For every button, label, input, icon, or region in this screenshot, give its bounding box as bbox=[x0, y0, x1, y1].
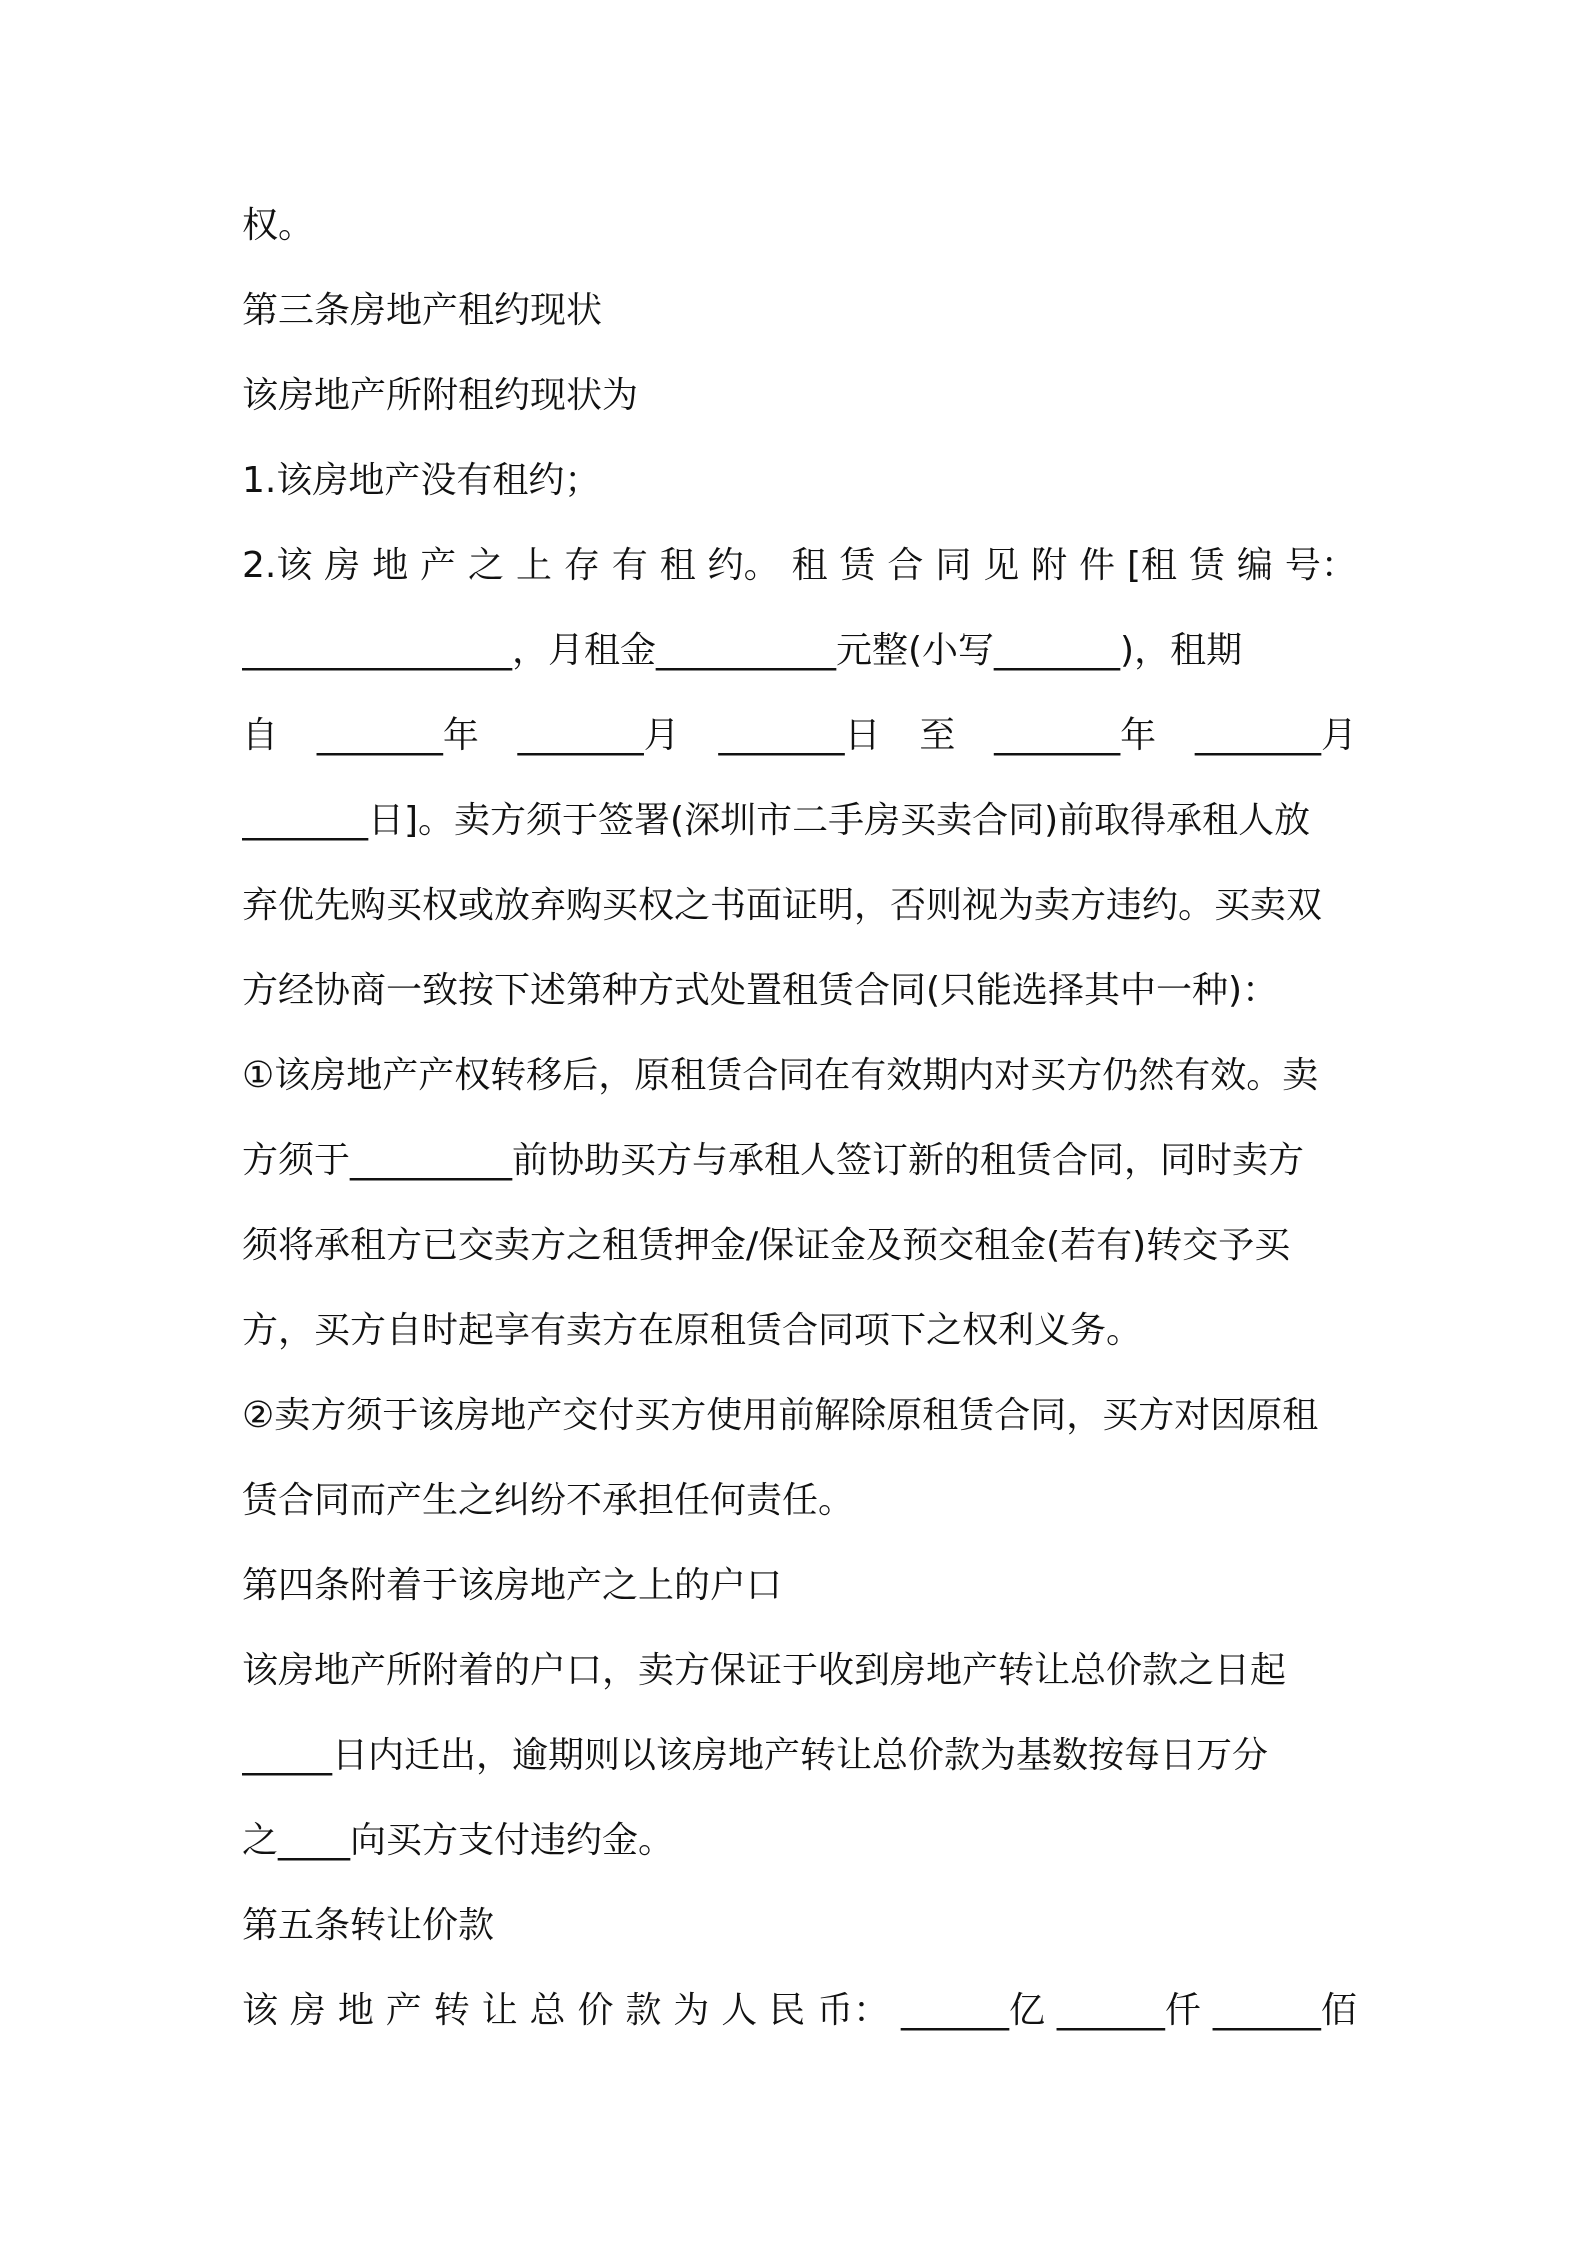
word: 产 bbox=[385, 1990, 422, 2031]
word: 款 bbox=[625, 1990, 662, 2031]
word: 总 bbox=[529, 1990, 566, 2031]
word: 该 bbox=[242, 1990, 279, 2031]
word: _______年 bbox=[994, 715, 1157, 756]
word: 产 bbox=[420, 545, 457, 586]
word: _______月 bbox=[1194, 715, 1357, 756]
text-line-20: 之____向买方支付违约金。 bbox=[242, 1820, 675, 1861]
word: 上 bbox=[515, 545, 552, 586]
word: 民 bbox=[769, 1990, 806, 2031]
option-1-line-1: ①该房地产产权转移后，原租赁合同在有效期内对买方仍然有效。卖 bbox=[242, 1055, 1319, 1096]
word: 为 bbox=[673, 1990, 710, 2031]
word: 币： bbox=[817, 1990, 890, 2031]
word: 价 bbox=[577, 1990, 614, 2031]
word: 自 bbox=[242, 715, 279, 756]
word: 转 bbox=[433, 1990, 470, 2031]
word: 至 bbox=[919, 715, 956, 756]
word: ______亿 bbox=[900, 1990, 1045, 2031]
word: 房 bbox=[324, 545, 361, 586]
word: _______月 bbox=[517, 715, 680, 756]
word: 约。 bbox=[707, 545, 780, 586]
text-line-19: _____日内迁出，逾期则以该房地产转让总价款为基数按每日万分 bbox=[242, 1735, 1269, 1776]
text-line-8: _______日]。卖方须于签署(深圳市二手房买卖合同)前取得承租人放 bbox=[242, 800, 1311, 841]
text-line-10: 方经协商一致按下述第种方式处置租赁合同(只能选择其中一种)： bbox=[242, 970, 1279, 1011]
word: 见 bbox=[983, 545, 1020, 586]
list-item-2 bbox=[242, 536, 1357, 596]
text-line-3: 该房地产所附租约现状为 bbox=[242, 375, 639, 416]
word: 存 bbox=[563, 545, 600, 586]
option-1-line-3: 须将承租方已交卖方之租赁押金/保证金及预交租金(若有)转交予买 bbox=[242, 1225, 1291, 1266]
option-2-line-1: ②卖方须于该房地产交付买方使用前解除原租赁合同，买方对因原租 bbox=[242, 1395, 1319, 1436]
option-2-line-2: 赁合同而产生之纠纷不承担任何责任。 bbox=[242, 1480, 855, 1521]
section-heading-5: 第五条转让价款 bbox=[242, 1905, 495, 1946]
text-line-9: 弃优先购买权或放弃购买权之书面证明，否则视为卖方违约。买卖双 bbox=[242, 885, 1323, 926]
option-1-line-2: 方须于_________前协助买方与承租人签订新的租赁合同，同时卖方 bbox=[242, 1140, 1305, 1181]
option-1-line-4: 方，买方自时起享有卖方在原租赁合同项下之权利义务。 bbox=[242, 1310, 1143, 1351]
word: 赁 bbox=[839, 545, 876, 586]
text-line-7 bbox=[242, 706, 1357, 766]
section-heading-3: 第三条房地产租约现状 bbox=[242, 290, 603, 331]
word: 人 bbox=[721, 1990, 758, 2031]
word: 地 bbox=[372, 545, 409, 586]
word: 合 bbox=[887, 545, 924, 586]
word: ______仟 bbox=[1056, 1990, 1201, 2031]
word: 房 bbox=[289, 1990, 326, 2031]
word: 之 bbox=[468, 545, 505, 586]
word: [租 bbox=[1127, 545, 1178, 586]
word: _______日 bbox=[718, 715, 881, 756]
word: 有 bbox=[611, 545, 648, 586]
word: 2.该 bbox=[242, 545, 313, 586]
word: 件 bbox=[1079, 545, 1116, 586]
text-line-22 bbox=[242, 1981, 1357, 2041]
word: 同 bbox=[935, 545, 972, 586]
word: _______年 bbox=[316, 715, 479, 756]
text-line-18: 该房地产所附着的户口，卖方保证于收到房地产转让总价款之日起 bbox=[242, 1650, 1287, 1691]
word: 地 bbox=[337, 1990, 374, 2031]
word: 附 bbox=[1031, 545, 1068, 586]
word: 租 bbox=[659, 545, 696, 586]
list-item-1: 1.该房地产没有租约； bbox=[242, 460, 601, 501]
word: 赁 bbox=[1188, 545, 1225, 586]
text-line-6: _______________，月租金__________元整(小写_______)，租期 bbox=[242, 630, 1243, 671]
word: ______佰 bbox=[1212, 1990, 1357, 2031]
word: 租 bbox=[791, 545, 828, 586]
word: 编 bbox=[1236, 545, 1273, 586]
section-heading-4: 第四条附着于该房地产之上的户口 bbox=[242, 1565, 783, 1606]
text-line-1: 权。 bbox=[242, 205, 315, 246]
word: 让 bbox=[481, 1990, 518, 2031]
word: 号： bbox=[1284, 545, 1357, 586]
